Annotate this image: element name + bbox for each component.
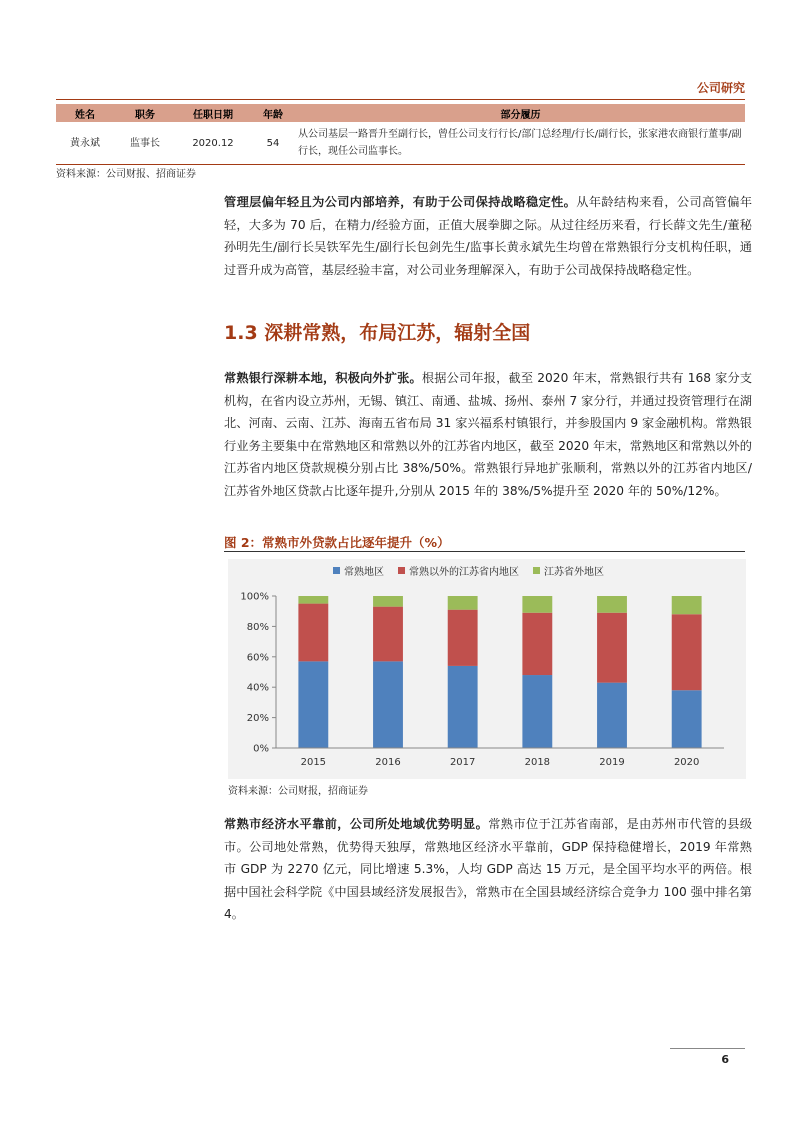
bar-segment xyxy=(522,596,552,613)
figure-title: 图 2：常熟市外贷款占比逐年提升（%） xyxy=(224,535,450,550)
paragraph-management xyxy=(224,191,752,281)
bar-segment xyxy=(448,596,478,610)
bar-segment xyxy=(672,690,702,748)
x-tick-label: 2018 xyxy=(524,757,551,768)
y-tick-label: 0% xyxy=(253,743,269,755)
executive-table xyxy=(56,104,745,165)
paragraph-lead: 常熟银行深耕本地，积极向外扩张。 xyxy=(224,371,422,385)
bar-segment xyxy=(298,596,328,604)
table-row xyxy=(56,122,745,165)
paragraph-expansion xyxy=(224,367,752,502)
y-tick-label: 100% xyxy=(240,591,269,603)
bar-segment xyxy=(597,613,627,683)
col-header-title: 职务 xyxy=(114,104,176,122)
page-number: 6 xyxy=(721,1053,729,1066)
bar-segment xyxy=(298,604,328,662)
y-tick-label: 40% xyxy=(246,682,269,694)
bar-segment xyxy=(672,596,702,614)
x-tick-label: 2015 xyxy=(300,757,327,768)
col-header-date: 任职日期 xyxy=(176,104,250,122)
legend-label: 常熟以外的江苏省内地区 xyxy=(409,567,519,578)
bar-segment xyxy=(448,610,478,666)
bar-segment xyxy=(298,661,328,748)
cell-title: 监事长 xyxy=(114,122,176,165)
cell-age: 54 xyxy=(250,122,296,165)
stacked-bar-chart xyxy=(228,559,746,779)
bar-segment xyxy=(448,666,478,748)
paragraph-lead: 管理层偏年轻且为公司内部培养，有助于公司保持战略稳定性。 xyxy=(224,195,577,209)
paragraph-body: 从年龄结构来看，公司高管偏年轻，大多为 70 后，在精力/经验方面，正值大展拳脚之际。从过往经历来看，行长薛文先生/董秘孙明先生/副行长吴铁军先生/副行长包剑先生/监事长黄永斌先生均曾在常熟银行分支机构任职，通过晋升成为高管，基层经验丰富，对公司业务理解深入，有助于公司战保持战略稳定性。 xyxy=(224,195,753,277)
cell-date: 2020.12 xyxy=(176,122,250,165)
table-source: 资料来源：公司财报、招商证券 xyxy=(56,169,196,180)
footer-divider xyxy=(670,1048,745,1049)
bar-segment xyxy=(597,683,627,748)
x-tick-label: 2017 xyxy=(449,757,476,768)
cell-name: 黄永斌 xyxy=(56,122,114,165)
table-header-row xyxy=(56,104,745,122)
bar-segment xyxy=(373,661,403,748)
col-header-bio: 部分履历 xyxy=(296,104,745,122)
col-header-name: 姓名 xyxy=(56,104,114,122)
bar-segment xyxy=(597,596,627,613)
bar-segment xyxy=(373,596,403,607)
header-tag: 公司研究 xyxy=(696,81,745,95)
figure-source: 资料来源：公司财报，招商证券 xyxy=(228,786,368,797)
y-tick-label: 20% xyxy=(246,713,269,725)
bar-segment xyxy=(672,614,702,690)
header-divider xyxy=(56,99,745,100)
bar-segment xyxy=(522,675,552,748)
x-tick-label: 2020 xyxy=(673,757,700,768)
bar-segment xyxy=(373,607,403,662)
y-tick-label: 80% xyxy=(246,621,269,633)
y-tick-label: 60% xyxy=(246,652,269,664)
bar-segment xyxy=(522,613,552,675)
col-header-age: 年龄 xyxy=(250,104,296,122)
legend-label: 江苏省外地区 xyxy=(544,567,604,578)
figure-divider xyxy=(224,551,745,552)
section-title: 1.3 深耕常熟，布局江苏，辐射全国 xyxy=(224,322,531,344)
legend-label: 常熟地区 xyxy=(344,567,384,578)
paragraph-body: 根据公司年报，截至 2020 年末，常熟银行共有 168 家分支机构，在省内设立苏州，无锡、镇江、南通、盐城、扬州、泰州 7 家分行，并通过投资管理行在湖北、河南、云南、江苏、海南五省布局 31 家兴福系村镇银行，并参股国内 9 家金融机构。常熟银行业务主要集中在常熟地区和常熟以外的江苏省内地区，截至 2020 年末，常熟地区和常熟以外的江苏省内地区贷款规模分别占比 38%/50%。常熟银行异地扩张顺利，常熟以外的江苏省内地区/江苏省外地区贷款占比逐年提升,分别从 2015 年的 38%/5%提升至 2020 年的 50%/12%。 xyxy=(224,371,753,498)
paragraph-economy xyxy=(224,813,752,926)
x-tick-label: 2016 xyxy=(375,757,401,768)
paragraph-lead: 常熟市经济水平靠前，公司所处地域优势明显。 xyxy=(224,817,489,831)
cell-bio: 从公司基层一路晋升至副行长，曾任公司支行行长/部门总经理/行长/副行长，张家港农商银行董事/副行长，现任公司监事长。 xyxy=(296,122,745,165)
paragraph-body: 常熟市位于江苏省南部，是由苏州市代管的县级市。公司地处常熟，优势得天独厚，常熟地区经济水平靠前，GDP 保持稳健增长，2019 年常熟市 GDP 为 2270 亿元，同比增速 5.3%，人均 GDP 高达 15 万元，是全国平均水平的两倍。根据中国社会科学院《中国县域经济发展报告》，常熟市在全国县域经济综合竞争力 100 强中排名第 4。 xyxy=(224,817,753,921)
x-tick-label: 2019 xyxy=(599,757,625,768)
